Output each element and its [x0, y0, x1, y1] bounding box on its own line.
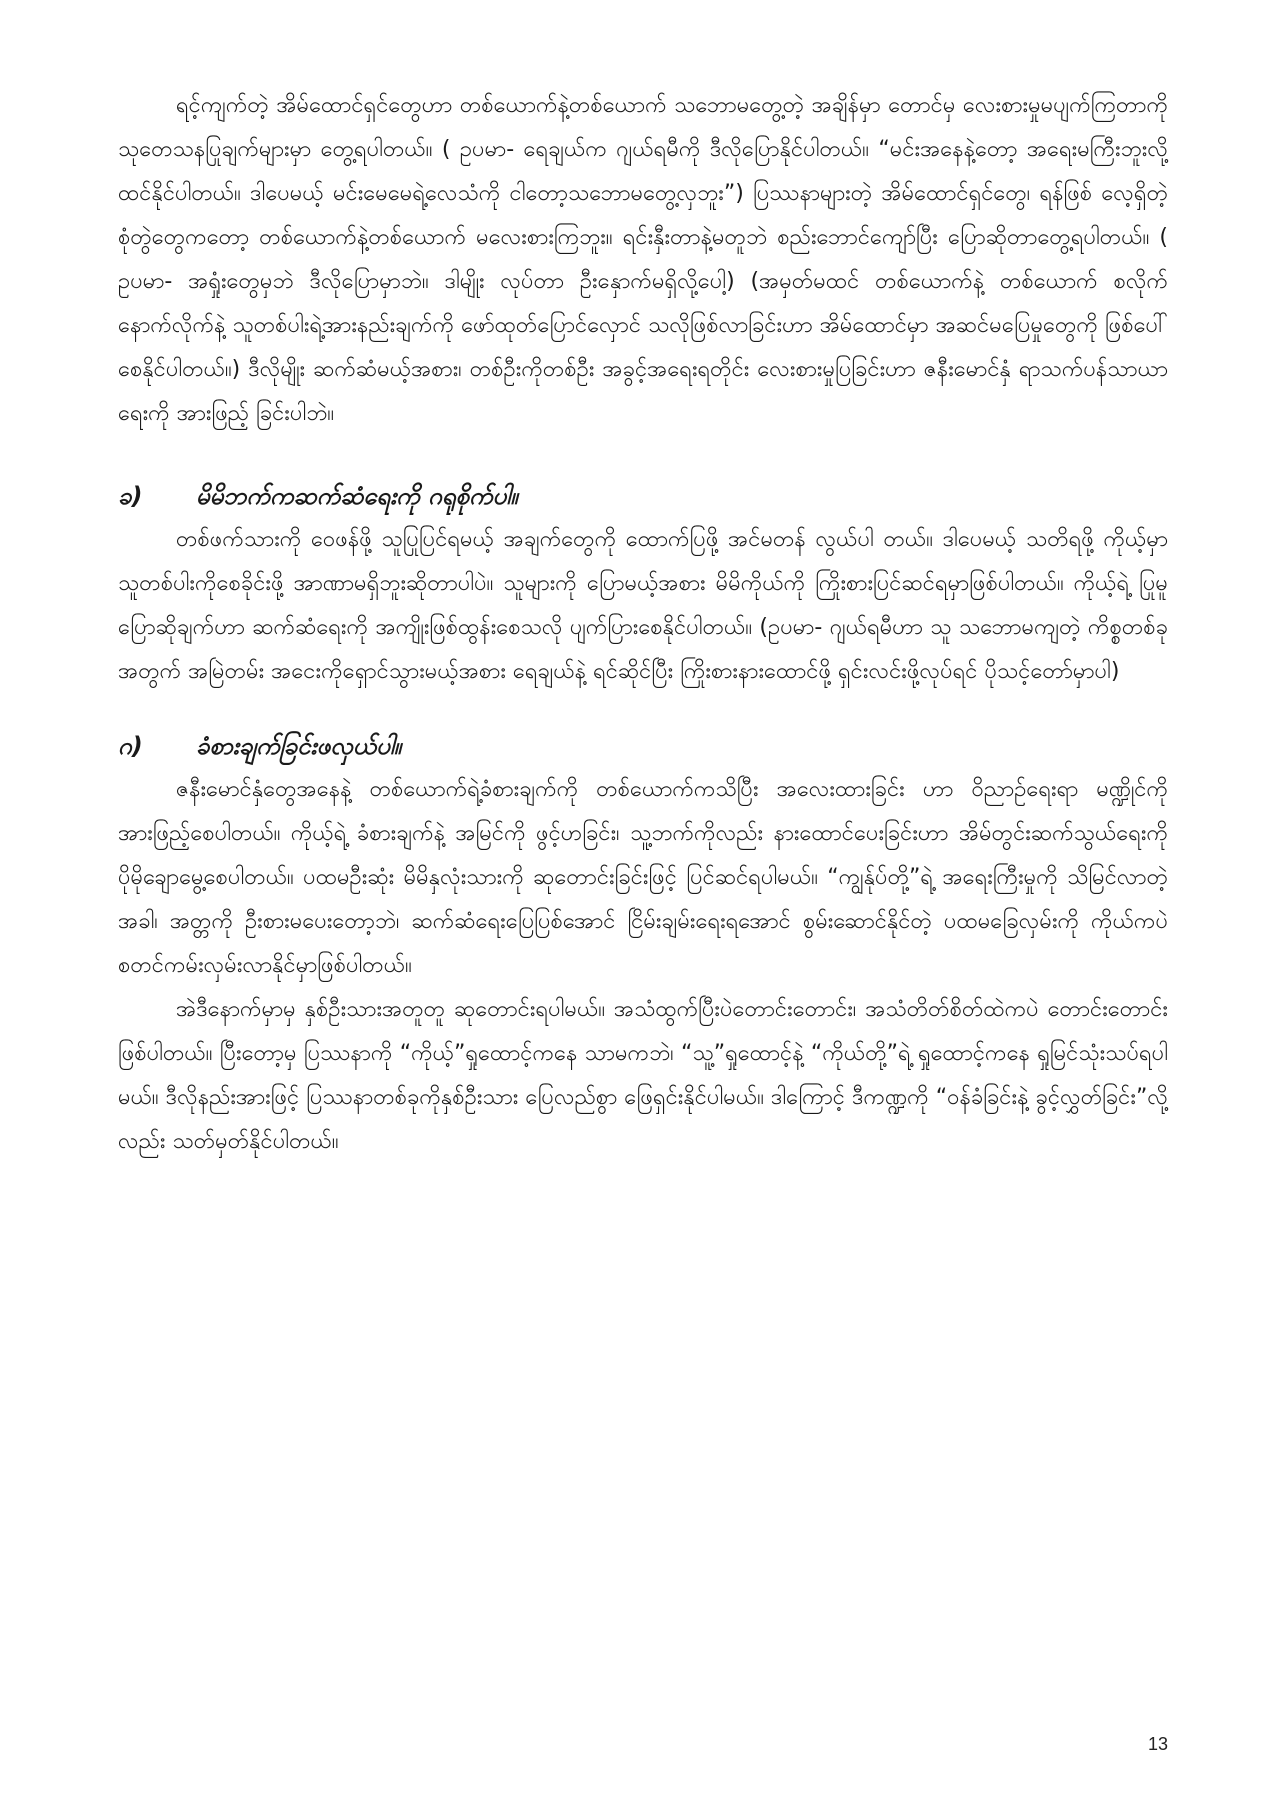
body-paragraph: တစ်ဖက်သားကို ဝေဖန်ဖို့ သူပြုပြင်ရမယ့် အချက်တွေကို ထောက်ပြဖို့ အင်မတန် လွယ်ပါ တယ်။ ဒါပေမယ့် သတိရဖို့ ကိုယ့်မှာသူတစ်ပါးကိုစေခိုင်းဖို့ အာဏာမရှိဘူးဆိုတာပါပဲ။ သူများကို ပြောမယ့်အစား မိမိကိုယ်ကို ကြိုးစားပြင်ဆင်ရမှာဖြစ်ပါတယ်။ ကိုယ့်ရဲ့ ပြုမူပြောဆိုချက်ဟာ ဆက်ဆံရေးကို အကျိုးဖြစ်ထွန်းစေသလို ပျက်ပြားစေနိုင်ပါတယ်။ (ဥပမာ- ဂျယ်ရမီဟာ သူ သဘောမကျတဲ့ ကိစ္စတစ်ခုအတွက် အမြဲတမ်း အငေးကိုရှောင်သွားမယ့်အစား ရေချယ်နဲ့ ရင်ဆိုင်ပြီး ကြိုးစားနားထောင်ဖို့ ရှင်းလင်းဖို့လုပ်ရင် ပိုသင့်တော်မှာပါ) — [118, 527, 1168, 684]
section-title: ခံစားချက်ခြင်းဖလှယ်ပါ။ — [196, 732, 402, 760]
section-number: ခ) — [118, 482, 143, 510]
page-number: 13 — [1147, 1734, 1168, 1754]
body-paragraph: ရင့်ကျက်တဲ့ အိမ်ထောင်ရှင်တွေဟာ တစ်ယောက်နဲ့တစ်ယောက် သဘောမတွေ့တဲ့ အချိန်မှာ တောင်မှ လေးစားမှုမပျက်ကြတာကို သုတေသနပြုချက်များမှာ တွေ့ရပါတယ်။ ( ဥပမာ- ရေချယ်က ဂျယ်ရမီကို ဒီလိုပြောနိုင်ပါတယ်။ “မင်းအနေနဲ့တော့ အရေးမကြီးဘူးလို့ ထင်နိုင်ပါတယ်။ ဒါပေမယ့် မင်းမေမေရဲ့လေသံကို ငါတော့သဘောမတွေ့လှဘူး”) ပြဿနာများတဲ့ အိမ်ထောင်ရှင်တွေ၊ ရန်ဖြစ် လေ့ရှိတဲ့ စုံတွဲတွေကတော့ တစ်ယောက်နဲ့တစ်ယောက် မလေးစားကြဘူး။ ရင်းနှီးတာနဲ့မတူဘဲ စည်းဘောင်ကျော်ပြီး ပြောဆိုတာတွေ့ရပါတယ်။ ( ဥပမာ- အရှုံးတွေမှဘဲ ဒီလိုပြောမှာဘဲ။ ဒါမျိုး လုပ်တာ ဦးနှောက်မရှိလို့ပေါ့) (အမှတ်မထင် တစ်ယောက်နဲ့ တစ်ယောက် စလိုက်နောက်လိုက်နဲ့ သူတစ်ပါးရဲ့အားနည်းချက်ကို ဖော်ထုတ်ပြောင်လှောင် သလိုဖြစ်လာခြင်းဟာ အိမ်ထောင်မှာ အဆင်မပြေမှုတွေကို ဖြစ်ပေါ်စေနိုင်ပါတယ်။) ဒီလိုမျိုး ဆက်ဆံမယ့်အစား၊ တစ်ဦးကိုတစ်ဦး အခွင့်အရေးရတိုင်း လေးစားမှုပြခြင်းဟာ ဇနီးမောင်နှံ ရာသက်ပန်သာယာရေးကို အားဖြည့် ခြင်းပါဘဲ။ — [118, 93, 1168, 426]
body-paragraph: အဲဒီနောက်မှာမှ နှစ်ဦးသားအတူတူ ဆုတောင်းရပါမယ်။ အသံထွက်ပြီးပဲတောင်းတောင်း၊ အသံတိတ်စိတ်ထဲကပဲ တောင်းတောင်းဖြစ်ပါတယ်။ ပြီးတော့မှ ပြဿနာကို “ကိုယ့်”ရှုထောင့်ကနေ သာမကဘဲ၊ “သူ့”ရှုထောင့်နဲ့ “ကိုယ်တို့”ရဲ့ ရှုထောင့်ကနေ ရှုမြင်သုံးသပ်ရပါမယ်။ ဒီလိုနည်းအားဖြင့် ပြဿနာတစ်ခုကိုနှစ်ဦးသား ပြေလည်စွာ ဖြေရှင်းနိုင်ပါမယ်။ ဒါကြောင့် ဒီကဏ္ဍကို “ဝန်ခံခြင်းနဲ့ ခွင့်လွှတ်ခြင်း”လို့လည်း သတ်မှတ်နိုင်ပါတယ်။ — [118, 997, 1168, 1154]
document-page — [118, 84, 1168, 1164]
section-title: မိမိဘက်ကဆက်ဆံရေးကို ဂရုစိုက်ပါ။ — [196, 482, 518, 510]
section-spacer — [118, 436, 1168, 474]
section-spacer — [118, 694, 1168, 724]
section-number: ဂ) — [118, 732, 143, 760]
section-heading — [118, 474, 1168, 518]
body-paragraph: ဇနီးမောင်နှံတွေအနေနဲ့ တစ်ယောက်ရဲ့ခံစားချက်ကို တစ်ယောက်ကသိပြီး အလေးထားခြင်း ဟာ ဝိညာဉ်ရေးရာ မဏ္ဍိုင်ကို အားဖြည့်စေပါတယ်။ ကိုယ့်ရဲ့ ခံစားချက်နဲ့ အမြင်ကို ဖွင့်ဟခြင်း၊ သူ့ဘက်ကိုလည်း နားထောင်ပေးခြင်းဟာ အိမ်တွင်းဆက်သွယ်ရေးကို ပိုမိုချောမွေ့စေပါတယ်။ ပထမဦးဆုံး မိမိနှလုံးသားကို ဆုတောင်းခြင်းဖြင့် ပြင်ဆင်ရပါမယ်။ “ကျွန်ုပ်တို့”ရဲ့ အရေးကြီးမှုကို သိမြင်လာတဲ့အခါ၊ အတ္တကို ဦးစားမပေးတော့ဘဲ၊ ဆက်ဆံရေးပြေပြစ်အောင် ငြိမ်းချမ်းရေးရအောင် စွမ်းဆောင်နိုင်တဲ့ ပထမခြေလှမ်းကို ကိုယ်ကပဲ စတင်ကမ်းလှမ်းလာနိုင်မှာဖြစ်ပါတယ်။ — [118, 777, 1168, 978]
section-heading — [118, 724, 1168, 768]
